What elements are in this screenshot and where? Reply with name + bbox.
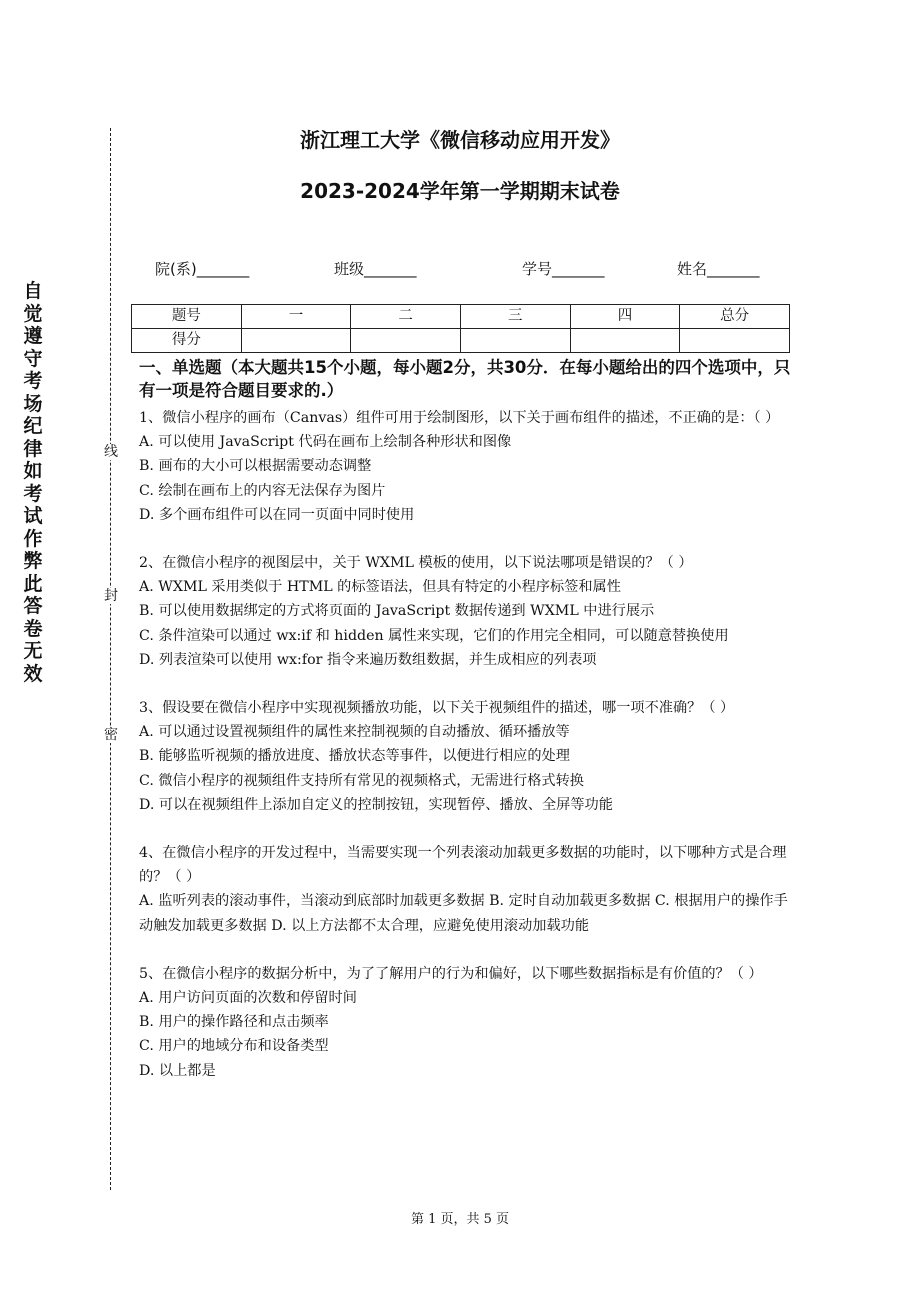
options-inline: A. 监听列表的滚动事件，当滚动到底部时加载更多数据 B. 定时自动加载更多数据 C. 根据用户的操作手动触发加载更多数据 D. 以上方法都不太合理，应避免使用滚动加载功能 [139,893,788,934]
option-c: C. 用户的地域分布和设备类型 [139,1038,329,1055]
score-table-score-row [132,329,790,353]
score-cell [241,329,351,353]
question-stem: 1、微信小程序的画布（Canvas）组件可用于绘制图形，以下关于画布组件的描述，不正确的是：（ ） [139,410,780,426]
score-table-header-row [132,305,790,329]
option-d: D. 多个画布组件可以在同一页面中同时使用 [139,506,415,523]
exam-title-term: 2023-2024学年第一学期期末试卷 [300,179,620,203]
option-b: B. 可以使用数据绑定的方式将页面的 JavaScript 数据传递到 WXML 中进行展示 [139,603,655,620]
score-cell [351,329,461,353]
option-d: D. 可以在视频组件上添加自定义的控制按钮，实现暂停、播放、全屏等功能 [139,796,613,813]
name-field: 姓名_______ [677,260,760,278]
question-stem: 4、在微信小程序的开发过程中，当需要实现一个列表滚动加载更多数据的功能时，以下哪种方式是合理的？（ ） [139,845,787,886]
option-a: A. 用户访问页面的次数和停留时间 [139,990,357,1007]
option-c: C. 条件渲染可以通过 wx:if 和 hidden 属性来实现，它们的作用完全相同，可以随意替换使用 [139,627,729,644]
question-5 [139,962,791,1083]
exam-content [139,356,791,1107]
option-c: C. 绘制在画布上的内容无法保存为图片 [139,482,386,499]
question-2 [139,551,791,672]
student-id-field: 学号_______ [522,260,605,278]
exam-discipline-notice: 自觉遵守考场纪律如考试作弊此答卷无效 [23,280,43,685]
page-number: 第 1 页，共 5 页 [410,1212,510,1227]
question-stem: 2、在微信小程序的视图层中，关于 WXML 模板的使用，以下说法哪项是错误的？（ ） [139,555,693,572]
option-b: B. 画布的大小可以根据需要动态调整 [139,458,372,475]
option-a: A. 可以通过设置视频组件的属性来控制视频的自动播放、循环播放等 [139,724,570,741]
binding-mark-line: 线 [104,444,118,460]
option-b: B. 能够监听视频的播放进度、播放状态等事件，以便进行相应的处理 [139,748,570,765]
department-field: 院(系)_______ [155,260,250,278]
option-c: C. 微信小程序的视频组件支持所有常见的视频格式，无需进行格式转换 [139,772,584,789]
score-cell [680,329,790,353]
option-a: A. WXML 采用类似于 HTML 的标签语法，但具有特定的小程序标签和属性 [139,579,621,596]
option-b: B. 用户的操作路径和点击频率 [139,1014,329,1031]
score-table-header-cell: 题号 [132,305,242,329]
score-table-header-cell: 二 [351,305,461,329]
question-3 [139,696,791,817]
option-a: A. 可以使用 JavaScript 代码在画布上绘制各种形状和图像 [139,434,512,451]
question-stem: 5、在微信小程序的数据分析中，为了了解用户的行为和偏好，以下哪些数据指标是有价值的？（ ） [139,965,763,982]
question-4 [139,841,791,938]
score-cell [570,329,680,353]
binding-mark-seal: 封 [104,588,118,604]
score-table-header-cell: 四 [570,305,680,329]
score-table-row-label: 得分 [132,329,242,353]
binding-dashed-line [110,128,111,1190]
question-stem: 3、假设要在微信小程序中实现视频播放功能，以下关于视频组件的描述，哪一项不准确？（ ） [139,700,735,717]
option-d: D. 以上都是 [139,1062,216,1079]
class-field: 班级_______ [334,260,417,278]
exam-title-course: 浙江理工大学《微信移动应用开发》 [300,128,620,152]
score-table-header-cell: 三 [460,305,570,329]
student-info-row [0,258,920,280]
score-table-header-cell: 总分 [680,305,790,329]
question-1 [139,406,791,527]
option-d: D. 列表渲染可以使用 wx:for 指令来遍历数组数据，并生成相应的列表项 [139,651,597,668]
score-table-header-cell: 一 [241,305,351,329]
section-heading: 一、单选题（本大题共15个小题，每小题2分，共30分．在每小题给出的四个选项中，只有一项是符合题目要求的.） [139,358,791,400]
score-cell [460,329,570,353]
score-table [131,304,790,353]
binding-mark-secret: 密 [104,727,118,743]
